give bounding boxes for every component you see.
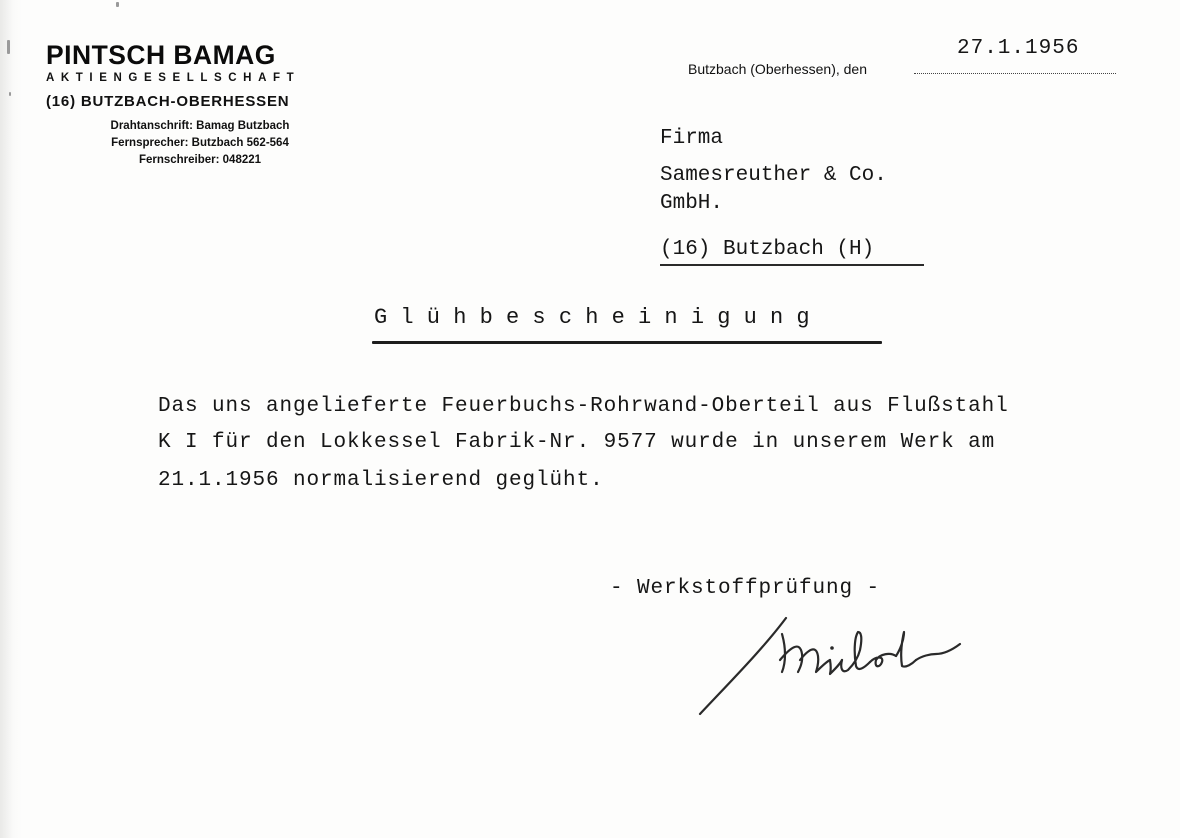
recipient-line-3: GmbH. xyxy=(660,192,724,215)
body-line-2: K I für den Lokkessel Fabrik-Nr. 9577 wurde in unserem Werk am xyxy=(158,431,996,454)
letterhead-telegram: Drahtanschrift: Bamag Butzbach xyxy=(110,120,290,132)
body-line-1: Das uns angelieferte Feuerbuchs-Rohrwand-Oberteil aus Flußstahl xyxy=(158,395,1009,418)
body-line-3: 21.1.1956 normalisierend geglüht. xyxy=(158,469,604,492)
recipient-line-2: Samesreuther & Co. xyxy=(660,164,887,187)
scan-speck xyxy=(116,2,119,7)
date-dotted-line xyxy=(914,73,1116,74)
title-underline xyxy=(372,341,882,344)
recipient-underline xyxy=(660,264,924,266)
scan-edge-shadow xyxy=(0,0,22,838)
handwritten-signature xyxy=(690,610,980,720)
document-title: Glühbescheinigung xyxy=(374,305,823,330)
letterhead-legal-form: AKTIENGESELLSCHAFT xyxy=(46,72,301,84)
letterhead-city: (16) BUTZBACH-OBERHESSEN xyxy=(46,93,290,110)
department-sign-off: - Werkstoffprüfung - xyxy=(610,577,881,600)
recipient-city: (16) Butzbach (H) xyxy=(660,238,875,261)
letterhead-contact xyxy=(70,118,330,169)
scan-speck xyxy=(7,40,10,54)
letterhead-company: PINTSCH BAMAG xyxy=(46,40,276,70)
letterhead-phone: Fernsprecher: Butzbach 562-564 xyxy=(111,137,289,149)
recipient-line-1: Firma xyxy=(660,127,724,150)
letter-date: 27.1.1956 xyxy=(957,37,1080,60)
letterhead-telex: Fernschreiber: 048221 xyxy=(138,154,262,166)
place-label: Butzbach (Oberhessen), den xyxy=(688,61,867,77)
scan-speck xyxy=(9,92,11,96)
